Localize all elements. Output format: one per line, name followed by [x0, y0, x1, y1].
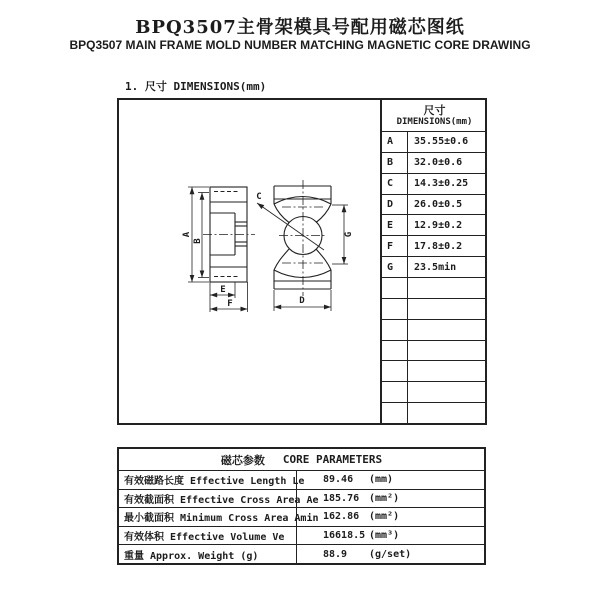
param-unit: (g/set)	[369, 548, 412, 560]
section-dimensions-label: 1. 尺寸 DIMENSIONS(mm)	[125, 80, 267, 93]
dim-value: 12.9±0.2	[414, 219, 463, 231]
dim-value: 32.0±0.6	[414, 157, 463, 169]
dim-key: F	[382, 236, 408, 256]
page-title-cn: BPQ3507主骨架模具号配用磁芯图纸	[135, 17, 465, 38]
dim-table-empty-row	[382, 278, 487, 299]
technical-drawing-svg	[119, 100, 380, 423]
param-row	[119, 507, 484, 526]
param-label: 有效磁路长度 Effective Length Le	[119, 471, 297, 489]
dim-table-row	[382, 174, 487, 195]
param-value-cell	[297, 490, 484, 508]
dimension-label-g: G	[344, 231, 354, 238]
dimensions-table	[380, 100, 487, 423]
param-label: 最小截面积 Minimum Cross Area Amin	[119, 508, 297, 526]
param-value: 89.46	[323, 474, 354, 486]
page-title-en: BPQ3507 MAIN FRAME MOLD NUMBER MATCHING MAGNETIC CORE DRAWING	[69, 38, 531, 52]
core-parameters-table	[117, 447, 486, 565]
dim-header-cn: 尺寸	[423, 103, 446, 117]
core-parameters-header	[119, 449, 484, 470]
dim-key: A	[382, 132, 408, 152]
dim-table-row	[382, 195, 487, 216]
dim-key: G	[382, 257, 408, 277]
param-row	[119, 470, 484, 489]
dim-table-empty-row	[382, 320, 487, 341]
dimensions-table-header	[382, 100, 487, 132]
dim-table-empty-row	[382, 341, 487, 362]
params-header-cn: 磁芯参数	[220, 453, 265, 467]
param-unit: (mm²)	[369, 492, 400, 504]
param-value: 88.9	[323, 548, 348, 560]
dimension-F	[210, 282, 248, 312]
dim-value: 14.3±0.25	[414, 178, 469, 190]
param-value: 162.86	[323, 511, 360, 523]
param-label: 重量 Approx. Weight (g)	[119, 545, 297, 563]
param-value: 185.76	[323, 492, 360, 504]
dim-value: 26.0±0.5	[414, 199, 463, 210]
dimension-G	[332, 205, 354, 264]
param-unit: (mm)	[369, 474, 394, 486]
param-value-cell	[297, 471, 484, 489]
dim-value: 17.8±0.2	[414, 240, 463, 252]
dimension-label-f: F	[227, 299, 233, 309]
dim-table-row	[382, 215, 487, 236]
dimension-label-b: B	[193, 238, 203, 244]
params-header-en: CORE PARAMETERS	[282, 453, 383, 466]
dimension-label-a: A	[182, 231, 192, 238]
param-row	[119, 489, 484, 508]
dim-table-empty-row	[382, 361, 487, 382]
dim-table-empty-row	[382, 299, 487, 320]
param-value-cell	[297, 545, 484, 563]
dimension-label-d: D	[299, 296, 305, 306]
dim-table-row	[382, 236, 487, 257]
dim-table-row	[382, 153, 487, 174]
param-unit: (mm³)	[369, 530, 400, 542]
dimension-label-c: C	[256, 192, 262, 202]
param-label: 有效截面积 Effective Cross Area Ae	[119, 490, 297, 508]
dim-value: 23.5min	[414, 261, 457, 273]
dim-header-en: DIMENSIONS(mm)	[396, 116, 473, 127]
dim-table-row	[382, 257, 487, 278]
dim-table-row	[382, 132, 487, 153]
dim-key: E	[382, 215, 408, 235]
dimension-label-e: E	[220, 285, 226, 295]
dim-table-empty-row	[382, 382, 487, 403]
param-value-cell	[297, 527, 484, 545]
param-value: 16618.5	[323, 530, 366, 542]
param-unit: (mm²)	[369, 511, 400, 523]
drawing-box	[117, 98, 487, 425]
param-value-cell	[297, 508, 484, 526]
param-label: 有效体积 Effective Volume Ve	[119, 527, 297, 545]
front-view	[274, 180, 331, 296]
side-view	[203, 187, 255, 282]
param-row	[119, 544, 484, 563]
dimension-D	[274, 290, 331, 311]
dim-table-empty-row	[382, 403, 487, 423]
dim-value: 35.55±0.6	[414, 136, 469, 148]
param-row	[119, 526, 484, 545]
dim-key: B	[382, 153, 408, 173]
dim-key: D	[382, 195, 408, 215]
dim-key: C	[382, 174, 408, 194]
dimension-B	[193, 193, 209, 278]
